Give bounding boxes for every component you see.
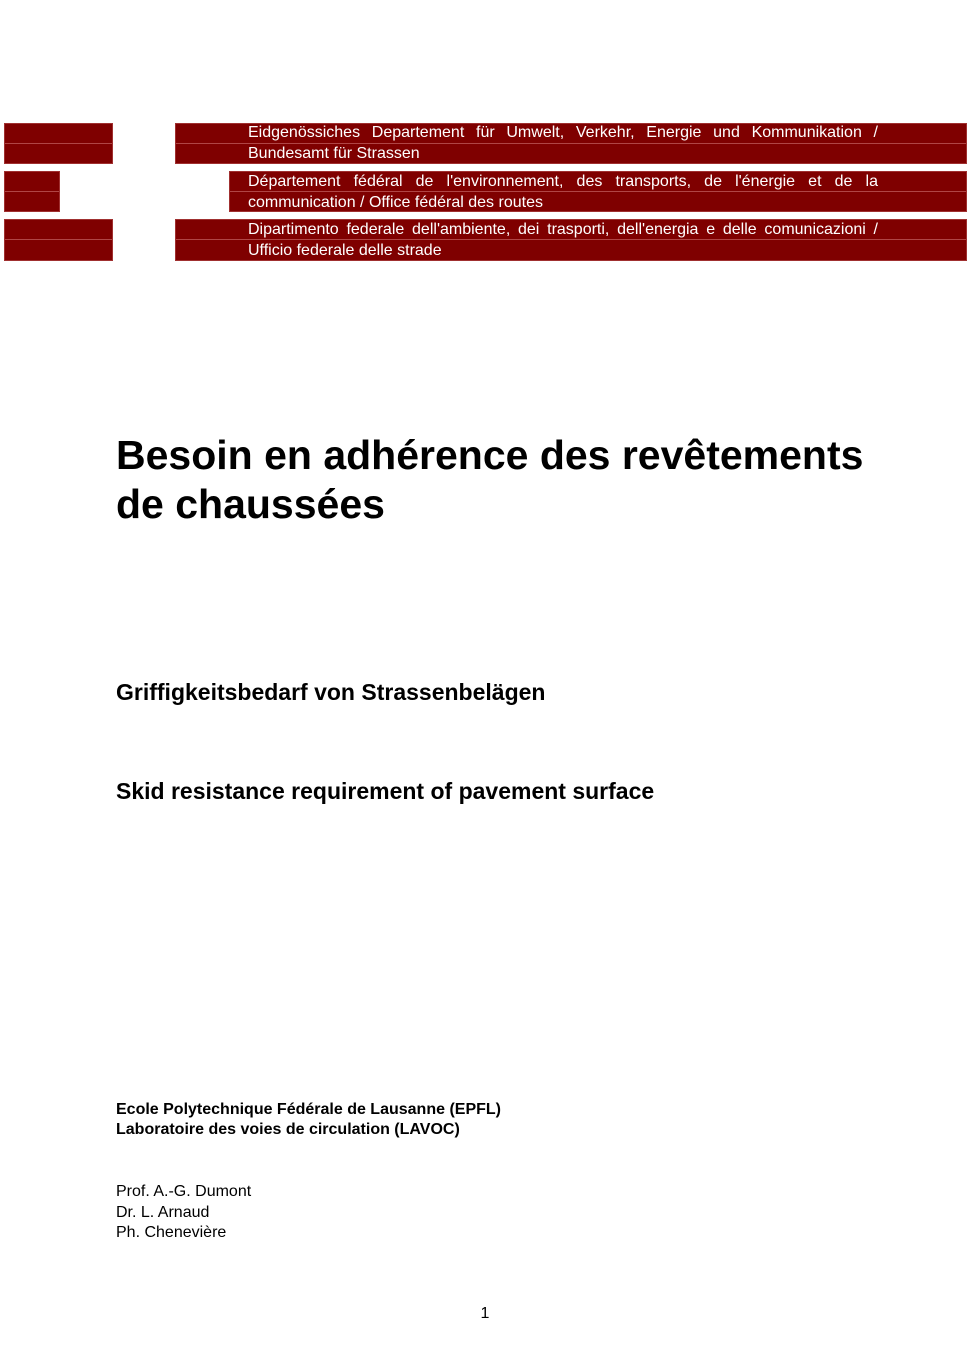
logo-bar-fr-left <box>4 171 60 212</box>
document-title: Besoin en adhérence des revêtements de chaussées <box>116 432 864 527</box>
header-line-german: Eidgenössiches Departement für Umwelt, Verkehr, Energie und Kommunikation / Bundesamt für Strassen <box>248 124 878 162</box>
laboratory-name: Laboratoire des voies de circulation (LAVOC) <box>116 1121 460 1138</box>
institution-name: Ecole Polytechnique Fédérale de Lausanne (EPFL) <box>116 1101 501 1118</box>
logo-bar-de-left <box>4 123 113 164</box>
page-number: 1 <box>480 1305 490 1322</box>
author-2: Dr. L. Arnaud <box>116 1204 210 1221</box>
header-line-french: Département fédéral de l'environnement, des transports, de l'énergie et de la communication / Office fédéral des routes <box>248 173 878 211</box>
author-3: Ph. Chenevière <box>116 1224 227 1241</box>
header-line-italian: Dipartimento federale dell'ambiente, dei trasporti, dell'energia e delle comunicazioni / Ufficio federale delle strade <box>248 221 878 259</box>
subtitle-german: Griffigkeitsbedarf von Strassenbelägen <box>116 679 546 705</box>
logo-bar-it-left <box>4 219 113 261</box>
subtitle-english: Skid resistance requirement of pavement surface <box>116 778 655 804</box>
author-1: Prof. A.-G. Dumont <box>116 1183 252 1200</box>
